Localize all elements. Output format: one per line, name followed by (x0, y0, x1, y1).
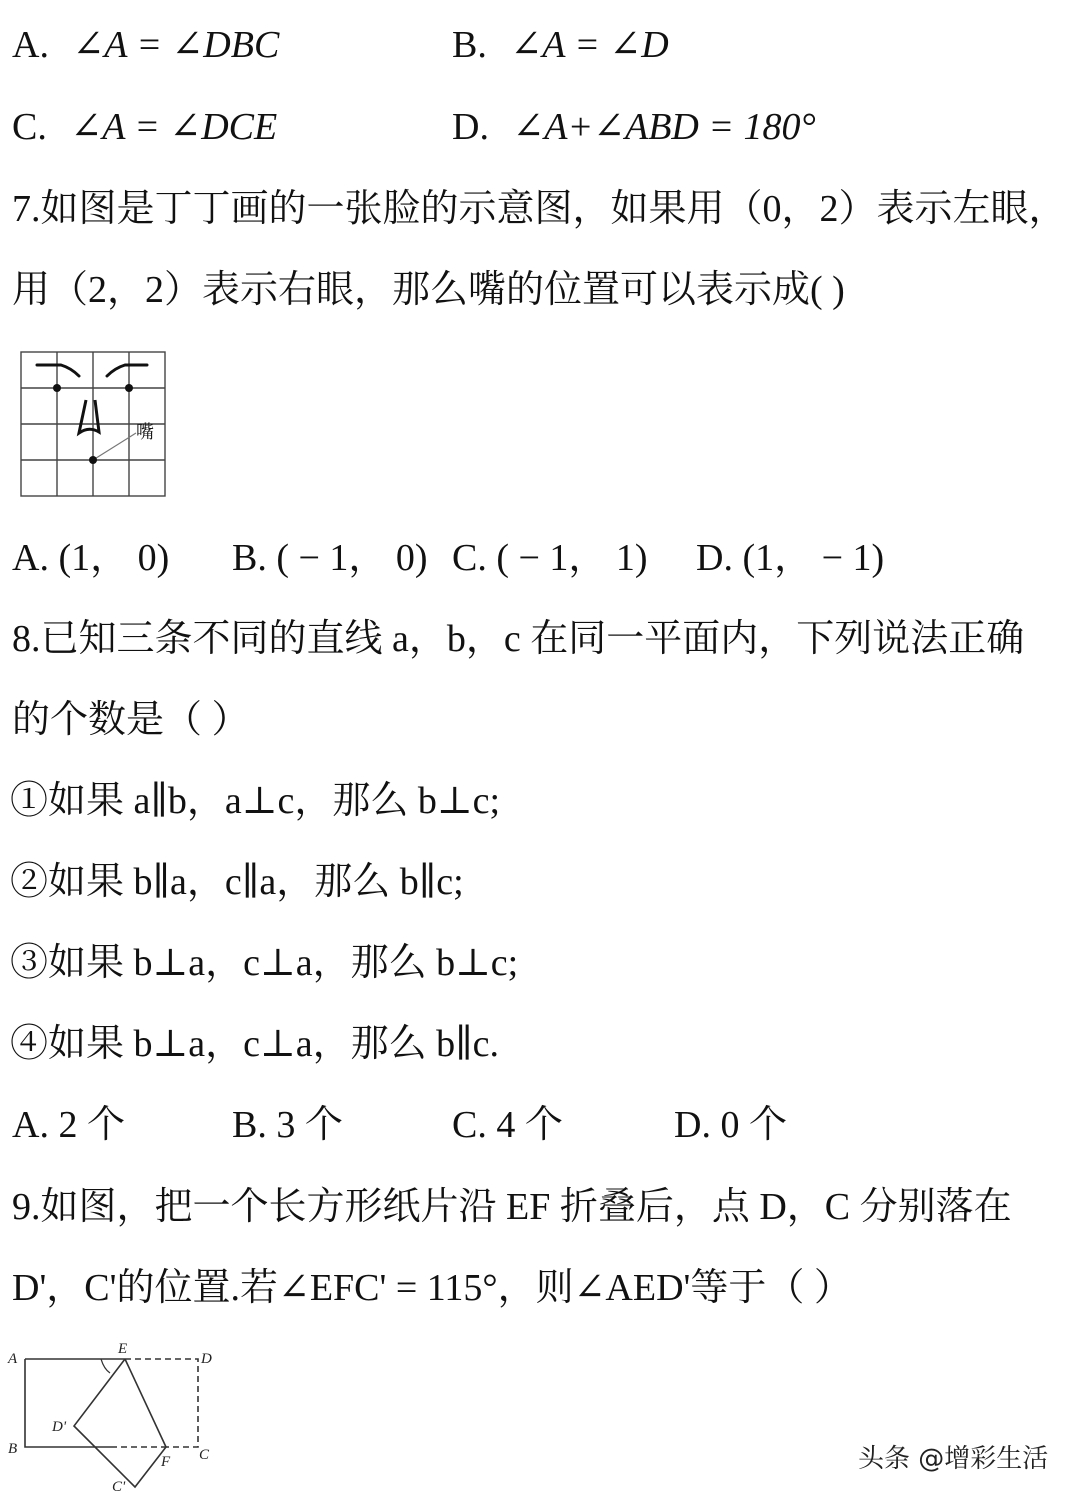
label-C-prime: C' (112, 1479, 126, 1494)
angle-arc (101, 1359, 110, 1373)
left-eye-dot (53, 384, 61, 392)
q8-stem-line2: 的个数是（ ） (12, 699, 250, 741)
mouth-dot (89, 456, 97, 464)
eyebrows (37, 365, 147, 376)
q7-option-d: D. (1， − 1) (696, 537, 885, 579)
q8-statement-4: ④如果 b⊥a，c⊥a，那么 b∥c. (10, 1023, 499, 1065)
label-B: B (8, 1441, 18, 1457)
q6-option-b (452, 22, 669, 68)
q6-option-a (12, 22, 279, 68)
q7-option-c: C. ( − 1， 1) (452, 537, 648, 579)
q8-statement-1: ①如果 a∥b，a⊥c，那么 b⊥c; (10, 780, 501, 822)
q8-option-c: C. 4 个 (452, 1104, 563, 1146)
q8-option-d: D. 0 个 (674, 1104, 787, 1146)
q6-option-d (452, 104, 816, 150)
folded-flap (74, 1359, 166, 1487)
fold-line-EF (125, 1359, 166, 1447)
option-label: B. (452, 24, 487, 66)
q8-option-a: A. 2 个 (12, 1104, 125, 1146)
q9-stem-line2: D'，C'的位置.若∠EFC' = 115°，则∠AED'等于（ ） (12, 1267, 852, 1309)
option-text: ∠A = ∠DBC (72, 24, 280, 66)
q7-stem-line1: 7.如图是丁丁画的一张脸的示意图，如果用（0，2）表示左眼， (12, 188, 1067, 230)
q7-option-a: A. (1， 0) (12, 537, 170, 579)
q7-option-b: B. ( − 1， 0) (232, 537, 428, 579)
dashed-original-edges (125, 1359, 198, 1447)
option-label: A. (12, 24, 49, 66)
face-grid-figure (19, 350, 167, 498)
watermark: 头条 @增彩生活 (858, 1444, 1049, 1474)
option-text: ∠A = ∠DCE (70, 106, 278, 148)
q8-option-b: B. 3 个 (232, 1104, 343, 1146)
edges-AB-BC (25, 1359, 111, 1447)
option-text: ∠A = ∠D (510, 24, 669, 66)
folded-rectangle-figure (0, 1335, 230, 1494)
q8-statement-2: ②如果 b∥a，c∥a，那么 b∥c; (10, 861, 464, 903)
option-text: ∠A+∠ABD = 180° (512, 106, 816, 148)
q9-stem-line1: 9.如图，把一个长方形纸片沿 EF 折叠后，点 D，C 分别落在 (12, 1186, 1012, 1228)
right-eye-dot (125, 384, 133, 392)
nose (79, 400, 99, 433)
label-D: D (201, 1351, 212, 1367)
label-F: F (161, 1454, 171, 1470)
label-E: E (118, 1341, 128, 1357)
option-label: D. (452, 106, 489, 148)
mouth-label: 嘴 (136, 422, 154, 443)
q7-stem-line2: 用（2，2）表示右眼，那么嘴的位置可以表示成( ) (12, 269, 845, 311)
option-label: C. (12, 106, 47, 148)
label-C: C (199, 1447, 210, 1463)
label-D-prime: D' (52, 1419, 67, 1435)
q8-stem-line1: 8.已知三条不同的直线 a，b，c 在同一平面内，下列说法正确 (12, 618, 1025, 660)
label-A: A (8, 1351, 18, 1367)
q8-statement-3: ③如果 b⊥a，c⊥a，那么 b⊥c; (10, 942, 519, 984)
q6-option-c (12, 104, 277, 150)
